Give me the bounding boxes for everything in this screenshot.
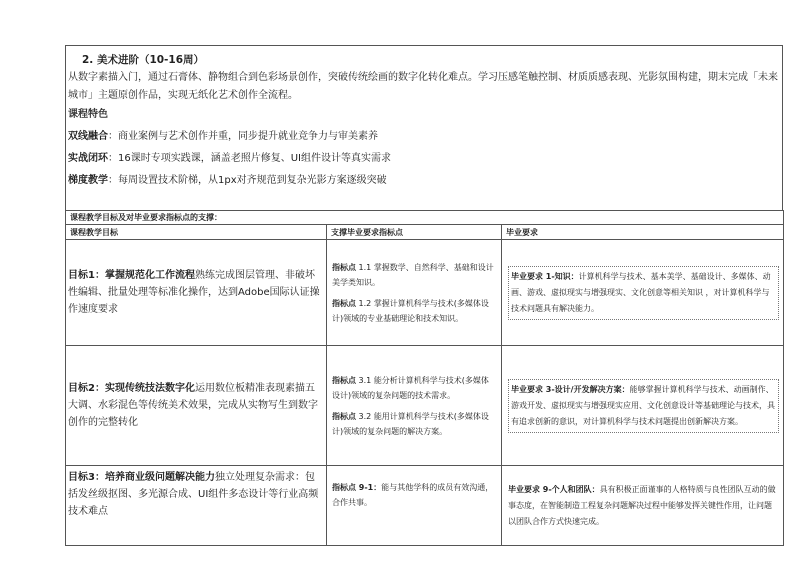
support-label: 指标点 [332,375,356,385]
header-support: 支撑毕业要求指标点 [327,225,502,240]
document [65,45,783,546]
feature-item [68,129,782,145]
table-row [66,240,784,346]
requirement-cell [502,240,784,346]
support-item [332,409,495,439]
goal-cell [66,466,327,546]
goal-text: 独立处理复杂需求：包括发丝级抠图、多光源合成、UI组件多态设计等行业高频技术难点 [68,472,319,517]
requirement-cell [502,346,784,466]
requirement-text: 计算机科学与技术、基本美学、基础设计、多媒体、动画、游戏、虚拟现实与增强现实、文化创意等相关知识 ，对计算机科学与技术问题具有解决能力。 [511,271,771,313]
goal-label: 目标1：掌握规范化工作流程 [68,270,195,281]
support-label: 指标点 [332,411,356,421]
support-item [332,480,495,510]
goal-text: 运用数位板精准表现素描五大调、水彩混色等传统美术效果，完成从实物写生到数字创作的完整转化 [68,383,318,428]
feature-item [68,151,782,167]
feature-text: ：16课时专项实践课，涵盖老照片修复、UI组件设计等真实需求 [108,153,391,164]
table-caption: 课程教学目标及对毕业要求指标点的支撑： [66,211,784,225]
goal-label: 目标2：实现传统技法数字化 [68,383,195,394]
support-label: 指标点 [332,298,356,308]
feature-label: 实战闭环 [68,153,108,164]
table-row [66,346,784,466]
goal-cell [66,346,327,466]
feature-text: ：每周设置技术阶梯，从1px对齐规范到复杂光影方案逐级突破 [108,175,387,186]
support-label: 指标点 9-1： [332,483,382,492]
table-caption-row [66,211,784,225]
features-heading: 课程特色 [68,109,108,120]
requirement-text: 能够掌握计算机科学与技术、动画制作、游戏开发、虚拟现实与增强现实应用、文化创意设计等基础理论与技术，具有追求创新的意识，对计算机科学与技术问题提出创新解决方案。 [511,384,775,426]
support-text: 3.1 能分析计算机科学与技术(多媒体设计)领域的复杂问题的技术需求。 [332,375,489,400]
feature-label: 梯度教学 [68,175,108,186]
support-cell [327,466,502,546]
requirement-label: 毕业要求 3-设计/开发解决方案： [511,384,630,394]
goal-label: 目标3：培养商业级问题解决能力 [68,472,215,483]
support-label: 指标点 [332,262,356,272]
goal-cell [66,240,327,346]
header-requirement: 毕业要求 [502,225,784,240]
support-text: 1.2 掌握计算机科学与技术(多媒体设计)领域的专业基础理论和技术知识。 [332,298,489,323]
section-description: 从数字素描入门，通过石膏体、静物组合到色彩场景创作，突破传统绘画的数字化转化难点。学习压感笔触控制、材质质感表现、光影氛围构建，期末完成「未来城市」主题原创作品，实现无纸化艺术创作全流程。 [68,72,778,101]
support-cell [327,346,502,466]
support-cell [327,240,502,346]
section-title: 2. 美术进阶（10-16周） [82,54,205,66]
table-row [66,466,784,546]
feature-text: ：商业案例与艺术创作并重，同步提升就业竞争力与审美素养 [108,131,378,142]
requirement-text: 具有积极正面谨事的人格特质与良性团队互动的做事态度，在智能制造工程复杂问题解决过程中能够发挥关键性作用，让问题以团队合作方式快速完成。 [508,484,776,526]
support-text: 1.1 掌握数学、自然科学、基础和设计美学类知识。 [332,262,494,287]
objectives-table [65,210,784,546]
support-text: 3.2 能用计算机科学与技术(多媒体设计)领域的复杂问题的解决方案。 [332,411,489,436]
support-item [332,296,495,326]
section-box [65,45,783,210]
support-text: 能与其他学科的成员有效沟通，合作共事。 [332,483,494,507]
requirement-label: 毕业要求 1-知识： [511,271,579,281]
requirement-cell [502,466,784,546]
support-item [332,260,495,290]
table-header-row [66,225,784,240]
requirement-box [508,379,779,433]
support-item [332,373,495,403]
requirement-label: 毕业要求 9-个人和团队： [508,484,600,494]
goal-text: 熟练完成图层管理、非破坏性编辑、批量处理等标准化操作，达到Adobe国际认证操作速度要求 [68,270,320,315]
header-goal: 课程教学目标 [66,225,327,240]
feature-label: 双线融合 [68,131,108,142]
feature-item [68,173,782,189]
requirement-box [508,266,779,320]
